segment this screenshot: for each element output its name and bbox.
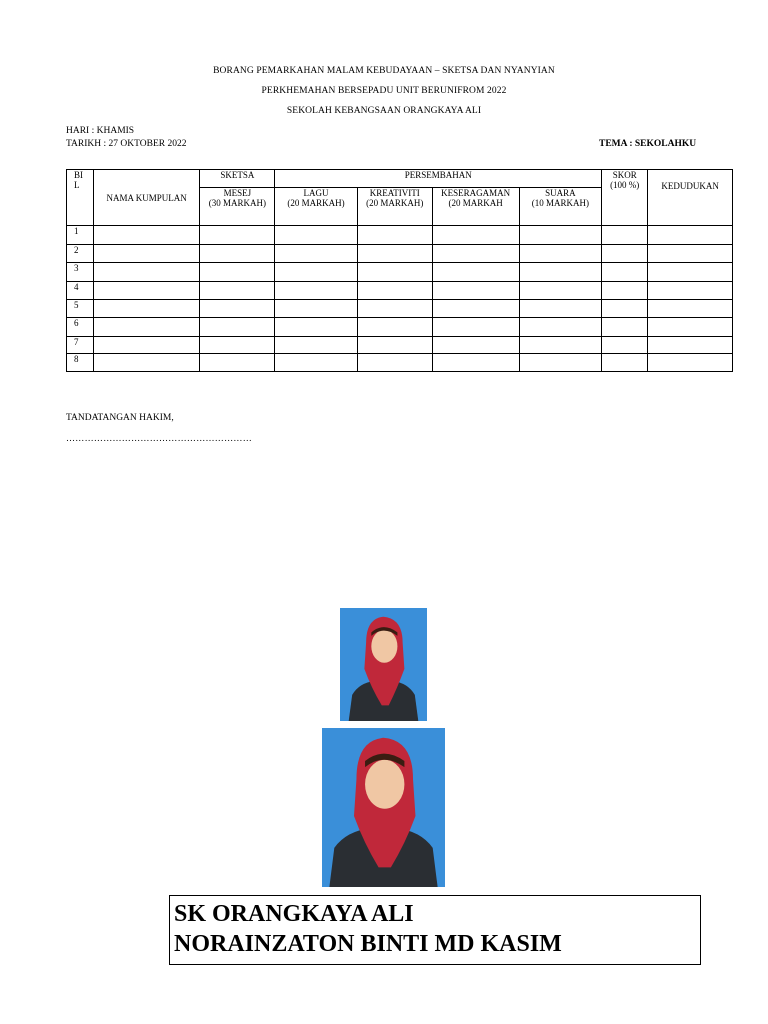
- score-cell[interactable]: [602, 245, 648, 263]
- table-row: [67, 245, 733, 263]
- score-cell[interactable]: [357, 226, 432, 245]
- score-cell[interactable]: [200, 226, 275, 245]
- row-number: 2: [67, 245, 94, 263]
- row-number: 5: [67, 300, 94, 318]
- score-cell[interactable]: [93, 245, 200, 263]
- score-cell[interactable]: [519, 282, 602, 300]
- score-cell[interactable]: [357, 318, 432, 337]
- score-cell[interactable]: [519, 263, 602, 282]
- score-cell[interactable]: [357, 245, 432, 263]
- score-cell[interactable]: [519, 300, 602, 318]
- score-cell[interactable]: [93, 263, 200, 282]
- score-cell[interactable]: [432, 337, 519, 354]
- row-number: 4: [67, 282, 94, 300]
- score-cell[interactable]: [275, 226, 358, 245]
- score-cell[interactable]: [357, 337, 432, 354]
- score-cell[interactable]: [93, 337, 200, 354]
- subheader-marks: (20 MARKAH: [448, 198, 503, 208]
- subheader-marks: (20 MARKAH): [287, 198, 345, 208]
- score-cell[interactable]: [648, 337, 733, 354]
- score-cell[interactable]: [357, 354, 432, 372]
- table-row: [67, 354, 733, 372]
- score-cell[interactable]: [519, 318, 602, 337]
- score-cell[interactable]: [275, 263, 358, 282]
- score-cell[interactable]: [648, 354, 733, 372]
- score-cell[interactable]: [275, 300, 358, 318]
- score-cell[interactable]: [519, 337, 602, 354]
- score-cell[interactable]: [602, 318, 648, 337]
- score-cell[interactable]: [93, 226, 200, 245]
- score-cell[interactable]: [200, 354, 275, 372]
- score-cell[interactable]: [200, 337, 275, 354]
- subheader-marks: (10 MARKAH): [531, 198, 590, 208]
- score-cell[interactable]: [432, 226, 519, 245]
- score-cell[interactable]: [602, 263, 648, 282]
- col-sketsa-header: SKETSA: [200, 170, 275, 188]
- col-skor-header: SKOR (100 %): [602, 170, 648, 226]
- score-cell[interactable]: [432, 263, 519, 282]
- scoring-table: [66, 169, 733, 372]
- subheader-kreativiti: [357, 188, 432, 226]
- form-title: BORANG PEMARKAHAN MALAM KEBUDAYAAN – SKETSA DAN NYANYIAN: [213, 66, 555, 76]
- date-label: TARIKH : 27 OKTOBER 2022: [66, 139, 187, 149]
- score-cell[interactable]: [357, 263, 432, 282]
- score-cell[interactable]: [200, 263, 275, 282]
- score-cell[interactable]: [275, 245, 358, 263]
- col-nama-header: NAMA KUMPULAN: [93, 170, 200, 226]
- school-heading: SEKOLAH KEBANGSAAN ORANGKAYA ALI: [286, 106, 482, 116]
- score-cell[interactable]: [648, 318, 733, 337]
- score-cell[interactable]: [93, 282, 200, 300]
- score-cell[interactable]: [275, 318, 358, 337]
- score-cell[interactable]: [432, 354, 519, 372]
- score-cell[interactable]: [648, 300, 733, 318]
- table-row: [67, 226, 733, 245]
- score-cell[interactable]: [602, 300, 648, 318]
- score-cell[interactable]: [432, 300, 519, 318]
- subheader-keseragaman: [432, 188, 519, 226]
- score-cell[interactable]: [602, 282, 648, 300]
- row-number: 3: [67, 263, 94, 282]
- score-cell[interactable]: [200, 300, 275, 318]
- score-cell[interactable]: [602, 337, 648, 354]
- col-persembahan-header: PERSEMBAHAN: [275, 170, 602, 188]
- name-box: [169, 895, 701, 965]
- table-row: [67, 300, 733, 318]
- subheader-label: MESEJ: [223, 188, 252, 198]
- table-row: [67, 263, 733, 282]
- subheader-marks: (20 MARKAH): [366, 198, 424, 208]
- score-cell[interactable]: [648, 263, 733, 282]
- table-row: [67, 318, 733, 337]
- portrait-photo-large: [322, 728, 445, 887]
- col-bil-header: BI L: [67, 170, 94, 226]
- score-cell[interactable]: [275, 354, 358, 372]
- score-cell[interactable]: [200, 245, 275, 263]
- person-name: NORAINZATON BINTI MD KASIM: [174, 931, 562, 957]
- score-cell[interactable]: [648, 226, 733, 245]
- score-cell[interactable]: [432, 318, 519, 337]
- score-cell[interactable]: [432, 245, 519, 263]
- school-name: SK ORANGKAYA ALI: [174, 901, 414, 927]
- score-cell[interactable]: [200, 318, 275, 337]
- table-row: [67, 337, 733, 354]
- row-number: 6: [67, 318, 94, 337]
- row-number: 8: [67, 354, 94, 372]
- score-cell[interactable]: [93, 300, 200, 318]
- score-cell[interactable]: [93, 318, 200, 337]
- day-label: HARI : KHAMIS: [66, 126, 135, 136]
- score-cell[interactable]: [93, 354, 200, 372]
- portrait-photo-small: [340, 608, 427, 721]
- subheader-label: LAGU: [303, 188, 329, 198]
- subheader-marks: (30 MARKAH): [208, 198, 266, 208]
- subheader-label: KREATIVITI: [369, 188, 420, 198]
- subheader-label: SUARA: [545, 188, 576, 198]
- row-number: 1: [67, 226, 94, 245]
- score-cell[interactable]: [275, 282, 358, 300]
- table-row: [67, 282, 733, 300]
- judge-signature-label: TANDATANGAN HAKIM,: [66, 413, 174, 423]
- score-cell[interactable]: [519, 226, 602, 245]
- score-cell[interactable]: [648, 282, 733, 300]
- score-cell[interactable]: [200, 282, 275, 300]
- form-subtitle: PERKHEMAHAN BERSEPADU UNIT BERUNIFROM 2022: [261, 86, 507, 96]
- col-kedudukan-header: KEDUDUKAN: [648, 170, 733, 226]
- score-cell[interactable]: [519, 245, 602, 263]
- subheader-mesej: [200, 188, 275, 226]
- subheader-lagu: [275, 188, 358, 226]
- theme-label: TEMA : SEKOLAHKU: [599, 139, 697, 149]
- row-number: 7: [67, 337, 94, 354]
- score-cell[interactable]: [357, 282, 432, 300]
- score-cell[interactable]: [602, 226, 648, 245]
- score-cell[interactable]: [648, 245, 733, 263]
- subheader-label: KESERAGAMAN: [441, 188, 511, 198]
- score-cell[interactable]: [275, 337, 358, 354]
- score-cell[interactable]: [357, 300, 432, 318]
- signature-line: ……………………………………………………: [66, 433, 252, 443]
- score-cell[interactable]: [519, 354, 602, 372]
- subheader-suara: [519, 188, 602, 226]
- score-cell[interactable]: [602, 354, 648, 372]
- score-cell[interactable]: [432, 282, 519, 300]
